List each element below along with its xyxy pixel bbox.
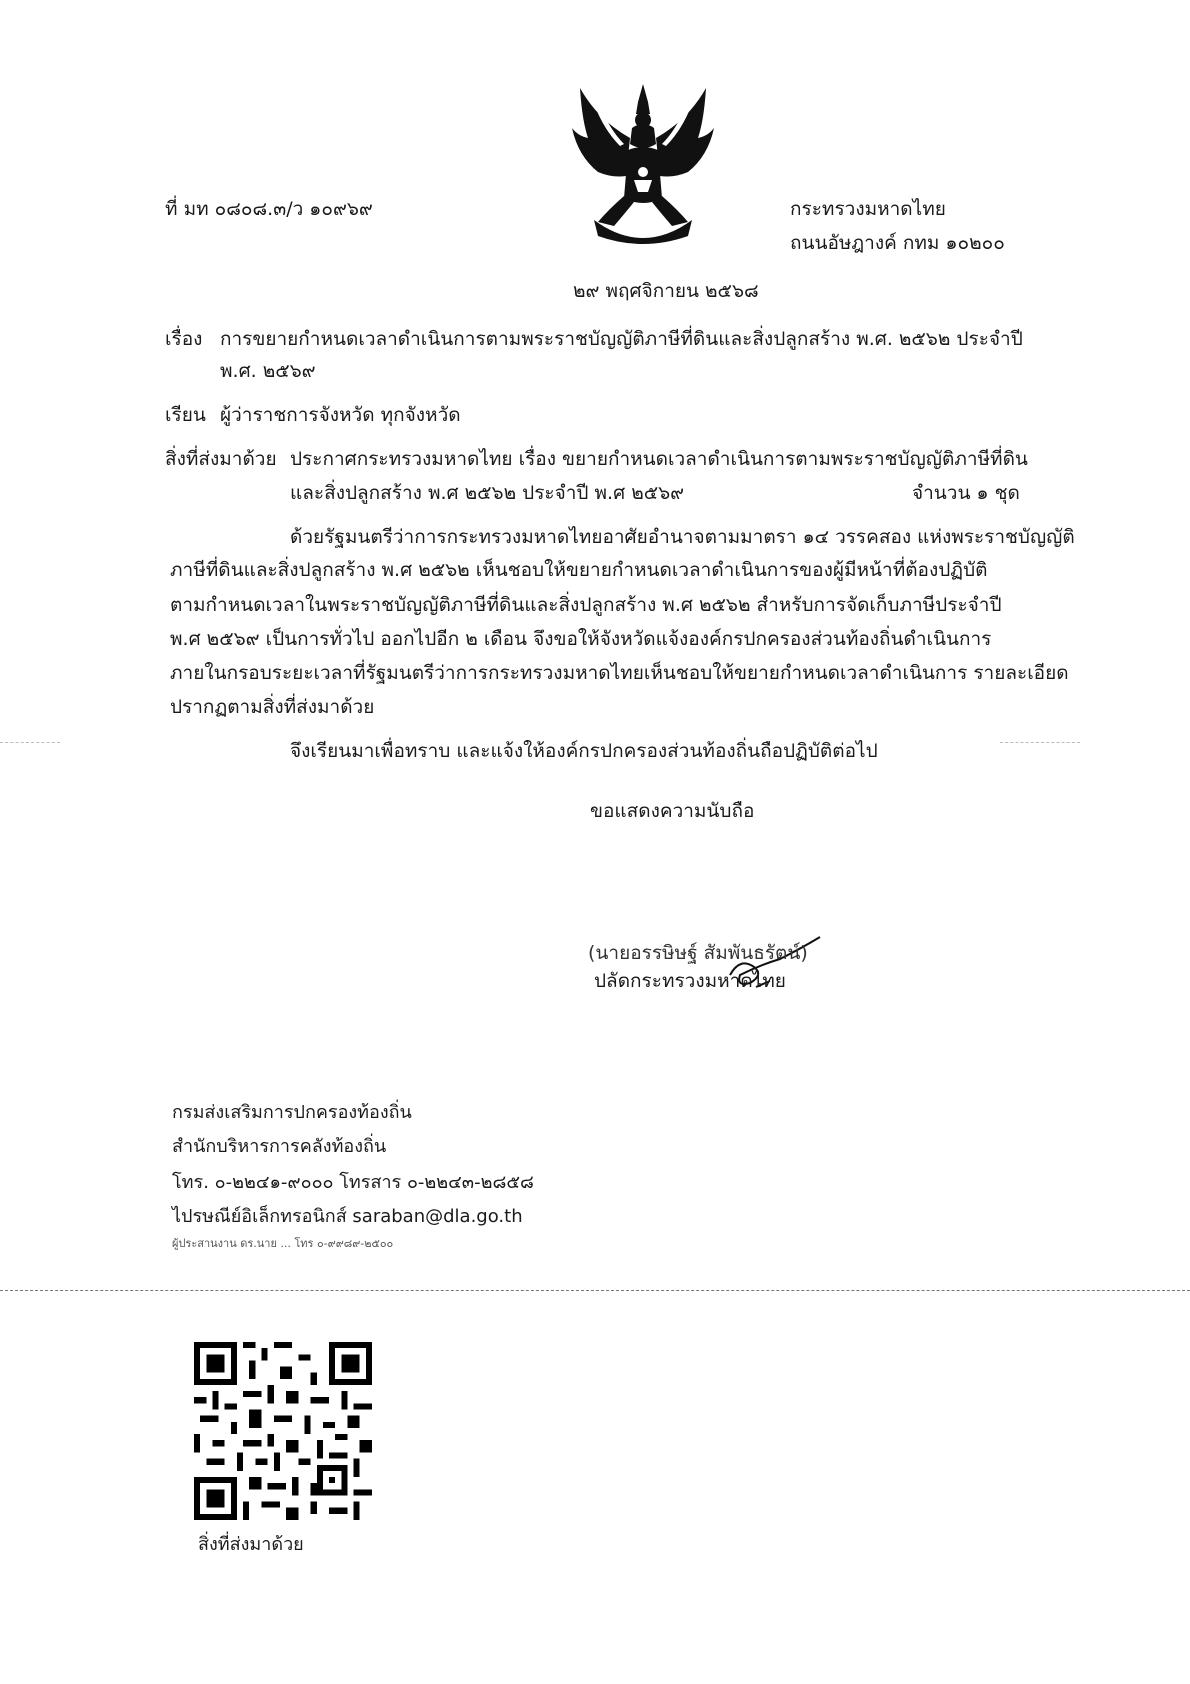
body-line: พ.ศ ๒๕๖๙ เป็นการทั่วไป ออกไปอีก ๒ เดือน จึงขอให้จังหวัดแจ้งองค์กรปกครองส่วนท้องถิ่นดำเนินการ [170,628,992,650]
body-line: ตามกำหนดเวลาในพระราชบัญญัติภาษีที่ดินและสิ่งปลูกสร้าง พ.ศ ๒๕๖๒ สำหรับการจัดเก็บภาษีประจำปี [170,594,1002,616]
footer-email: ไปรษณีย์อิเล็กทรอนิกส์ saraban@dla.go.th [172,1206,523,1227]
ministry-address: ถนนอัษฎางค์ กทม ๑๐๒๐๐ [790,232,1005,254]
body-line: ภายในกรอบระยะเวลาที่รัฐมนตรีว่าการกระทรวงมหาดไทยเห็นชอบให้ขยายกำหนดเวลาดำเนินการ รายละเอียด [170,662,1069,684]
enclosure-line-1: ประกาศกระทรวงมหาดไทย เรื่อง ขยายกำหนดเวลาดำเนินการตามพระราชบัญญัติภาษีที่ดิน [290,448,1028,470]
reference-number: ที่ มท ๐๘๐๘.๓/ว ๑๐๙๖๙ [165,198,373,220]
subject-line-2: พ.ศ. ๒๕๖๙ [220,360,316,382]
body-line: ด้วยรัฐมนตรีว่าการกระทรวงมหาดไทยอาศัยอำนาจตามมาตรา ๑๔ วรรคสอง แห่งพระราชบัญญัติ [290,526,1075,548]
recipient-text: ผู้ว่าราชการจังหวัด ทุกจังหวัด [220,404,461,426]
closing-salutation: ขอแสดงความนับถือ [590,800,755,822]
subject-label: เรื่อง [165,328,203,350]
signatory-position: ปลัดกระทรวงมหาดไทย [594,970,786,992]
ministry-name: กระทรวงมหาดไทย [790,198,946,220]
dashed-divider [0,1290,1190,1291]
footer-department: กรมส่งเสริมการปกครองท้องถิ่น [172,1102,412,1123]
signatory-name: (นายอรรษิษฐ์ สัมพันธรัตน์) [588,942,808,964]
closing-request: จึงเรียนมาเพื่อทราบ และแจ้งให้องค์กรปกครองส่วนท้องถิ่นถือปฏิบัติต่อไป [290,740,878,762]
enclosure-label: สิ่งที่ส่งมาด้วย [165,448,277,470]
footer-office: สำนักบริหารการคลังท้องถิ่น [172,1136,387,1157]
scan-artifact-line [1000,742,1080,743]
letter-date: ๒๙ พฤศจิกายน ๒๕๖๘ [573,280,759,302]
recipient-label: เรียน [165,404,206,426]
enclosure-count: จำนวน ๑ ชุด [912,482,1020,504]
scan-artifact-line [0,742,60,743]
qr-code-image[interactable] [194,1342,372,1520]
body-line: ปรากฏตามสิ่งที่ส่งมาด้วย [170,696,375,718]
footer-contact-note: ผู้ประสานงาน ดร.นาย ... โทร ๐-๙๙๘๙-๒๕๐๐ [172,1237,394,1250]
subject-line-1: การขยายกำหนดเวลาดำเนินการตามพระราชบัญญัติภาษีที่ดินและสิ่งปลูกสร้าง พ.ศ. ๒๕๖๒ ประจำปี [220,328,1023,350]
enclosure-line-2: และสิ่งปลูกสร้าง พ.ศ ๒๕๖๒ ประจำปี พ.ศ ๒๕๖๙ [290,482,685,504]
body-line: ภาษีที่ดินและสิ่งปลูกสร้าง พ.ศ ๒๕๖๒ เห็นชอบให้ขยายกำหนดเวลาดำเนินการของผู้มีหน้าที่ต้องปฏิบัติ [170,559,988,581]
garuda-emblem [568,80,718,248]
qr-caption: สิ่งที่ส่งมาด้วย [198,1534,304,1555]
footer-phone: โทร. ๐-๒๒๔๑-๙๐๐๐ โทรสาร ๐-๒๒๔๓-๒๘๕๘ [172,1172,534,1193]
